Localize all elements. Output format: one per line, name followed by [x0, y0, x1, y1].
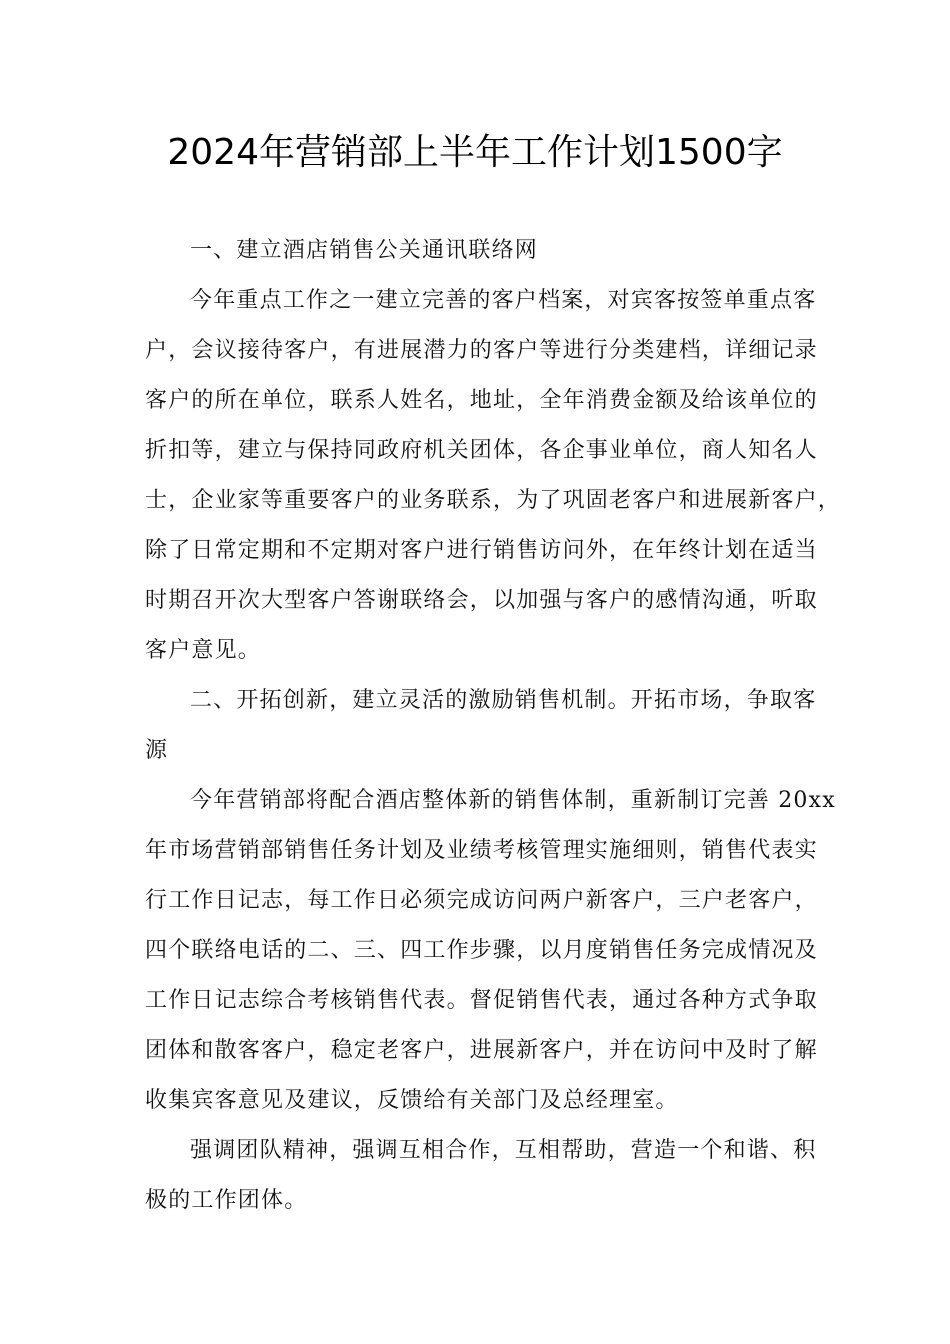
document-body	[145, 226, 842, 1226]
text-line: 行工作日记志，每工作日必须完成访问两户新客户，三户老客户，	[145, 888, 818, 913]
text-line: 源	[145, 738, 169, 763]
text-line: 折扣等，建立与保持同政府机关团体，各企事业单位，商人知名人	[145, 438, 818, 463]
paragraph-2	[145, 776, 836, 1126]
text-line: 士，企业家等重要客户的业务联系，为了巩固老客户和进展新客户，	[145, 488, 842, 513]
text-line: 一、建立酒店销售公关通讯联络网	[190, 238, 539, 263]
text-line: 今年重点工作之一建立完善的客户档案，对宾客按签单重点客	[190, 288, 817, 313]
text-line: 极的工作团体。	[145, 1188, 308, 1213]
text-line: 工作日记志综合考核销售代表。督促销售代表，通过各种方式争取	[145, 988, 818, 1013]
text-line: 年市场营销部销售任务计划及业绩考核管理实施细则，销售代表实	[145, 838, 818, 863]
document-title: 2024年营销部上半年工作计划1500字	[167, 132, 783, 173]
text-line: 时期召开次大型客户答谢联络会，以加强与客户的感情沟通，听取	[145, 588, 818, 613]
text-line: 强调团队精神，强调互相合作，互相帮助，营造一个和谐、积	[190, 1138, 817, 1163]
text-line: 四个联络电话的二、三、四工作步骤，以月度销售任务完成情况及	[145, 938, 818, 963]
text-line: 收集宾客意见及建议，反馈给有关部门及总经理室。	[145, 1088, 679, 1113]
text-line: 今年营销部将配合酒店整体新的销售体制，重新制订完善 20xx	[190, 788, 836, 813]
section-heading-2	[145, 676, 825, 776]
section-heading-1	[145, 226, 825, 276]
paragraph-1	[145, 276, 842, 676]
text-line: 户，会议接待客户，有进展潜力的客户等进行分类建档，详细记录	[145, 338, 818, 363]
paragraph-3	[145, 1126, 825, 1226]
text-line: 团体和散客客户，稳定老客户，进展新客户，并在访问中及时了解	[145, 1038, 818, 1063]
text-line: 客户意见。	[145, 638, 262, 663]
text-line: 二、开拓创新，建立灵活的激励销售机制。开拓市场，争取客	[190, 688, 817, 713]
text-line: 客户的所在单位，联系人姓名，地址，全年消费金额及给该单位的	[145, 388, 818, 413]
text-line: 除了日常定期和不定期对客户进行销售访问外，在年终计划在适当	[145, 538, 818, 563]
